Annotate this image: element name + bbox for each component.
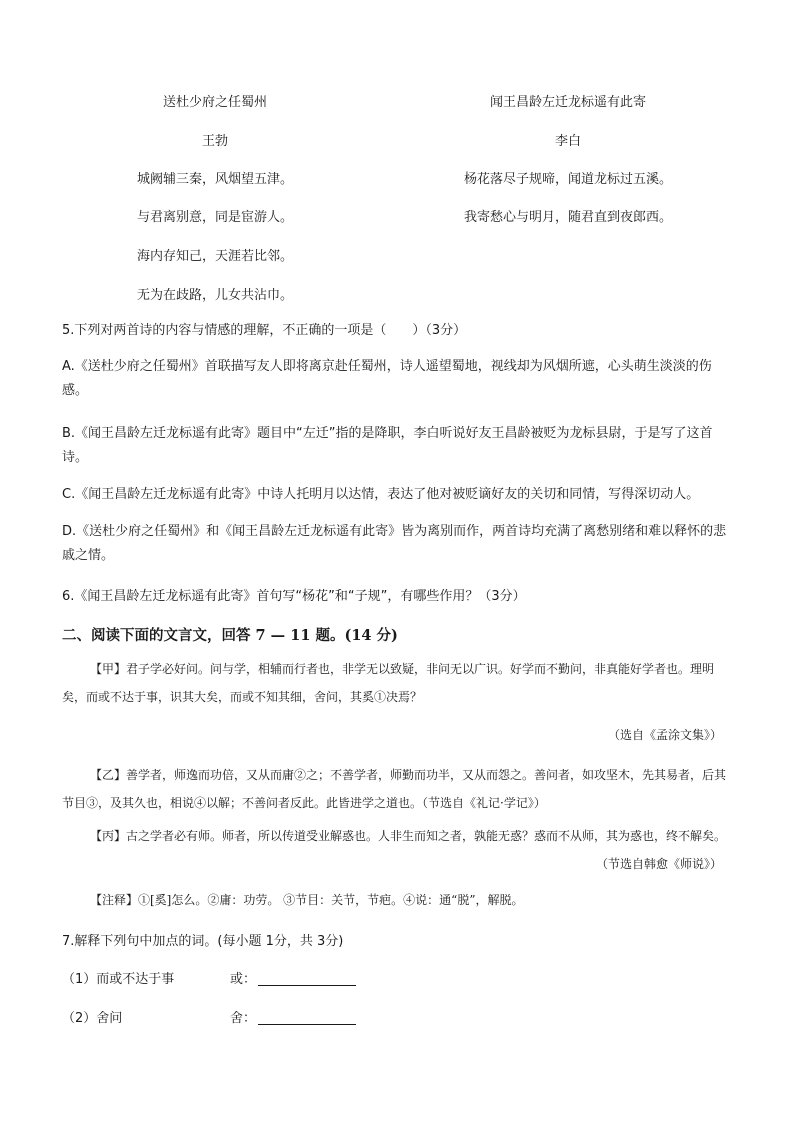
poem2-line: 杨花落尽子规啼，闻道龙标过五溪。	[463, 172, 672, 187]
answer-blank[interactable]	[258, 1010, 356, 1025]
passage-bing-source: （节选自韩愈《师说》）	[595, 857, 722, 871]
q5-option-c: C.《闻王昌龄左迁龙标遥有此寄》中诗人托明月以达情，表达了他对被贬谪好友的关切和同情，写得深切动人。	[62, 487, 700, 502]
q7-answer-1-label: 或：	[230, 972, 257, 987]
passage-bing: 【丙】古之学者必有师。师者，所以传道受业解惑也。人非生而知之者，孰能无惑？惑而不从师，其为惑也，终不解矣。	[90, 829, 727, 843]
poem1-title: 送杜少府之任蜀州	[162, 95, 267, 110]
answer-blank[interactable]	[258, 971, 356, 986]
q7-answer-1[interactable]	[230, 968, 356, 987]
q5-option-b: B.《闻王昌龄左迁龙标遥有此寄》题目中“左迁”指的是降职，李白听说好友王昌龄被贬为龙标县尉，于是写了这首诗。	[62, 426, 713, 465]
poem1-author: 王勃	[201, 134, 228, 149]
q5-option-a: A.《送杜少府之任蜀州》首联描写友人即将离京赴任蜀州，诗人遥望蜀地，视线却为风烟所遮，心头萌生淡淡的伤感。	[62, 359, 712, 398]
q7-stem: 7.解释下列句中加点的词。(每小题 1分，共 3分)	[62, 934, 344, 949]
q5-stem: 5.下列对两首诗的内容与情感的理解，不正确的一项是（ ）（3分）	[62, 323, 467, 338]
annotation-notes: 【注释】①[奚]怎么。②庸：功劳。 ③节目：关节，节疤。④说：通“脱”，解脱。	[90, 893, 524, 907]
poem1-line: 与君离别意，同是宦游人。	[136, 210, 293, 225]
passage-yi: 【乙】善学者，师逸而功倍，又从而庸②之；不善学者，师勤而功半，又从而怨之。善问者，如攻坚木，先其易者，后其节目③，及其久也，相说④以解；不善问者反此。此皆进学之道也。（节选自《礼记·学记》）	[62, 768, 727, 810]
poem2-author: 李白	[554, 134, 581, 149]
passage-jia-source: （选自《孟涂文集》）	[607, 728, 722, 742]
q7-item-1: （1）而或不达于事	[62, 972, 175, 987]
q7-answer-2[interactable]	[230, 1007, 356, 1026]
q5-option-d: D.《送杜少府之任蜀州》和《闻王昌龄左迁龙标遥有此寄》皆为离别而作，两首诗均充满了离愁别绪和难以释怀的悲戚之情。	[62, 524, 727, 563]
passage-jia: 【甲】君子学必好问。问与学，相辅而行者也，非学无以致疑，非问无以广识。好学而不勤问，非真能好学者也。理明矣，而或不达于事，识其大矣，而或不知其细，舍问，其奚①决焉？	[62, 662, 715, 704]
poem2-line: 我寄愁心与明月，随君直到夜郎西。	[463, 210, 672, 225]
poem1-line: 无为在歧路，儿女共沾巾。	[136, 288, 293, 303]
poem2-title: 闻王昌龄左迁龙标遥有此寄	[489, 95, 646, 110]
q7-answer-2-label: 舍：	[230, 1011, 257, 1026]
q7-item-2: （2）舍问	[62, 1011, 123, 1026]
poem1-line: 城阙辅三秦，风烟望五津。	[136, 172, 293, 187]
poem1-line: 海内存知己，天涯若比邻。	[136, 249, 293, 264]
q6-stem: 6.《闻王昌龄左迁龙标遥有此寄》首句写“杨花”和“子规”，有哪些作用？（3分）	[62, 589, 526, 604]
section2-heading: 二、阅读下面的文言文，回答 7 — 11 题。(14 分)	[62, 627, 398, 644]
